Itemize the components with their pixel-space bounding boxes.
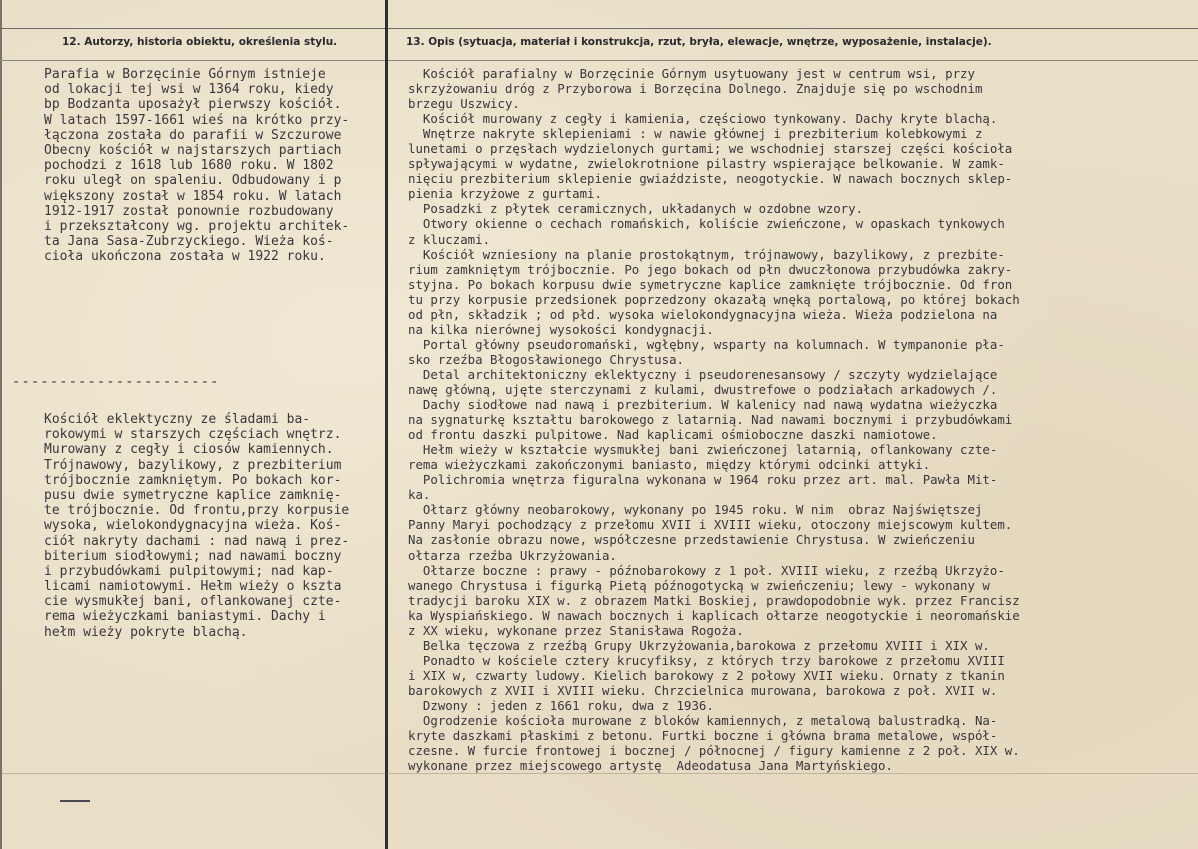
text-line: Dachy siodłowe nad nawą i prezbiterium. W kalenicy nad nawą wydatna wieżyczka bbox=[408, 397, 998, 413]
text-line: Wnętrze nakryte sklepieniami : w nawie głównej i prezbiterium kolebkowymi z bbox=[408, 126, 983, 142]
text-line: cioła ukończona została w 1922 roku. bbox=[44, 249, 326, 265]
text-line: ka. bbox=[408, 487, 431, 503]
text-line: W latach 1597-1661 wieś na krótko przy- bbox=[44, 112, 350, 128]
text-line: Kościół parafialny w Borzęcinie Górnym usytuowany jest w centrum wsi, przy bbox=[408, 66, 975, 81]
dashed-separator: ---------------------- bbox=[12, 374, 220, 390]
text-line: Kościół eklektyczny ze śladami ba- bbox=[44, 412, 311, 427]
text-line: Detal architektoniczny eklektyczny i pseudorenesansowy / szczyty wydzielające bbox=[408, 366, 998, 382]
text-line: Otwory okienne o cechach romańskich, koliście zwieńczone, w opaskach tynkowych bbox=[408, 216, 1005, 232]
text-line: i przekształcony wg. projektu architek- bbox=[44, 218, 350, 234]
text-line: pusu dwie symetryczne kaplice zamknię- bbox=[44, 487, 342, 503]
text-line: wysoka, wielokondygnacyjna wieża. Koś- bbox=[44, 518, 342, 534]
section-12-header: 12. Autorzy, historia obiektu, określenia stylu. bbox=[62, 36, 338, 48]
text-line: z kluczami. bbox=[408, 231, 491, 247]
text-line: brzegu Uszwicy. bbox=[408, 96, 520, 112]
text-line: ciół nakryty dachami : nad nawą i prez- bbox=[44, 533, 350, 549]
text-line: wykonane przez miejscowego artystę Adeodatusa Jana Martyńskiego. bbox=[408, 758, 893, 774]
column-divider bbox=[385, 0, 388, 849]
top-rule bbox=[0, 28, 1198, 29]
text-line: nawę główną, ujęte sterczynami z kulami, dwustrefowe o podziałach arkadowych /. bbox=[408, 381, 998, 397]
text-line: Ponadto w kościele cztery krucyfiksy, z których trzy barokowe z przełomu XVIII bbox=[408, 652, 1005, 668]
text-line: bp Bodzanta uposażył pierwszy kościół. bbox=[44, 97, 342, 113]
text-line: rema wieżyczkami baniastymi. Dachy i bbox=[44, 609, 326, 625]
text-line: i XIX w, czwarty ludowy. Kielich barokowy z 2 połowy XVII wieku. Ornaty z tkanin bbox=[408, 667, 1005, 683]
text-line: Hełm wieży w kształcie wysmukłej bani zwieńczonej latarnią, oflankowany czte- bbox=[408, 442, 998, 458]
text-line: spływającymi w wydatne, zwielokrotnione pilastry wspierające belkowanie. W zamk- bbox=[408, 156, 1005, 172]
description-text bbox=[408, 66, 1020, 773]
text-line: na sygnaturkę kształtu barokowego z latarnią. Nad nawami bocznymi i przybudówkami bbox=[408, 412, 1013, 428]
text-line: Ołtarz główny neobarokowy, wykonany po 1945 roku. W nim obraz Najświętszej bbox=[408, 502, 983, 518]
text-line: te trójbocznie. Od frontu,przy korpusie bbox=[44, 503, 350, 519]
text-line: Murowany z cegły i ciosów kamiennych. bbox=[44, 442, 334, 458]
text-line: Dzwony : jeden z 1661 roku, dwa z 1936. bbox=[408, 697, 714, 713]
text-line: 1912-1917 został ponownie rozbudowany bbox=[44, 203, 334, 219]
text-line: nięciu prezbiterium sklepienie gwiaździste, neogotyckie. W nawach bocznych sklep- bbox=[408, 171, 1013, 187]
text-line: Posadzki z płytek ceramicznych, układanych w ozdobne wzory. bbox=[408, 201, 864, 217]
text-line: Panny Maryi pochodzący z przełomu XVII i XVIII wieku, otoczony miejscowym kultem. bbox=[408, 517, 1013, 533]
text-line: od lokacji tej wsi w 1364 roku, kiedy bbox=[44, 82, 334, 98]
text-line: Na zasłonie obrazu nowe, współczesne przedstawienie Chrystusa. W zwieńczeniu bbox=[408, 532, 975, 548]
history-text bbox=[44, 67, 349, 264]
text-line: ta Jana Sasa-Zubrzyckiego. Wieża koś- bbox=[44, 234, 334, 250]
text-line: pochodzi z 1618 lub 1680 roku. W 1802 bbox=[44, 158, 334, 174]
text-line: ka Wyspiańskiego. W nawach bocznych i kaplicach ołtarze neogotyckie i neoromańskie bbox=[408, 607, 1020, 623]
text-line: rema wieżyczkami zakończonymi baniasto, między którymi odcinki attyki. bbox=[408, 457, 931, 473]
text-line: z XX wieku, wykonane przez Stanisława Rogoża. bbox=[408, 622, 744, 638]
text-line: hełm wieży pokryte blachą. bbox=[44, 624, 248, 640]
text-line: łączona została do parafii w Szczurowe bbox=[44, 127, 342, 143]
text-line: Trójnawowy, bazylikowy, z prezbiterium bbox=[44, 457, 342, 473]
text-line: Ogrodzenie kościoła murowane z bloków kamiennych, z metalową balustradką. Na- bbox=[408, 713, 998, 729]
text-line: lunetami o przęsłach wydzielonych gurtami; we wschodniej starszej części kościoła bbox=[408, 141, 1013, 157]
text-line: ołtarza rzeźba Ukrzyżowania. bbox=[408, 547, 617, 563]
text-line: cie wysmukłej bani, oflankowanej czte- bbox=[44, 594, 342, 610]
text-line: rium zamkniętym trójbocznie. Po jego bokach od płn dwuczłonowa przybudówka zakry- bbox=[408, 261, 1013, 277]
text-line: biterium siodłowymi; nad nawami boczny bbox=[44, 548, 342, 564]
section-13-header: 13. Opis (sytuacja, materiał i konstrukcja, rzut, bryła, elewacje, wnętrze, wyposażenie, instalacje). bbox=[406, 36, 992, 48]
header-rule bbox=[0, 60, 1198, 61]
text-line: licami namiotowymi. Hełm wieży o kszta bbox=[44, 579, 342, 595]
text-line: i przybudówkami pulpitowymi; nad kap- bbox=[44, 563, 334, 579]
text-line: kryte daszkami płaskimi z betonu. Furtki boczne i główna brama metalowe, współ- bbox=[408, 728, 998, 744]
text-line: pienia krzyżowe z gurtami. bbox=[408, 186, 602, 202]
text-line: od płn, składzik ; od płd. wysoka wielokondygnacyjna wieża. Wieża podzielona na bbox=[408, 306, 998, 322]
text-line: czesne. W furcie frontowej i bocznej / północnej / figury kamienne z 2 poł. XIX w. bbox=[408, 743, 1020, 759]
text-line: Kościół murowany z cegły i kamienia, częściowo tynkowany. Dachy kryte blachą. bbox=[408, 111, 998, 127]
text-line: rokowymi w starszych częściach wnętrz. bbox=[44, 427, 342, 443]
text-line: Belka tęczowa z rzeźbą Grupy Ukrzyżowania,barokowa z przełomu XVIII i XIX w. bbox=[408, 637, 990, 653]
text-line: Polichromia wnętrza figuralna wykonana w 1964 roku przez art. mal. Pawła Mit- bbox=[408, 472, 998, 488]
text-line: Kościół wzniesiony na planie prostokątnym, trójnawowy, bazylikowy, z prezbite- bbox=[408, 246, 1005, 262]
text-line: styjna. Po bokach korpusu dwie symetryczne kaplice zamknięte trójbocznie. Od fron bbox=[408, 276, 1013, 292]
text-line: skrzyżowaniu dróg z Przyborowa i Borzęcina Dolnego. Znajduje się po wschodnim bbox=[408, 81, 983, 97]
text-line: większony został w 1854 roku. W latach bbox=[44, 188, 342, 204]
text-line: trójbocznie zamkniętym. Po bokach kor- bbox=[44, 472, 342, 488]
text-line: na kilka nierównej wysokości kondygnacji. bbox=[408, 321, 714, 337]
text-line: Portal główny pseudoromański, wgłębny, wsparty na kolumnach. W tympanonie pła- bbox=[408, 336, 1005, 352]
text-line: Obecny kościół w najstarszych partiach bbox=[44, 142, 342, 158]
text-line: tradycji baroku XIX w. z obrazem Matki Boskiej, prawdopodobnie wyk. przez Francisz bbox=[408, 592, 1020, 608]
bottom-tick-mark bbox=[60, 800, 90, 802]
text-line: Parafia w Borzęcinie Górnym istnieje bbox=[44, 67, 326, 82]
text-line: tu przy korpusie przedsionek poprzedzony okazałą wnęką portalową, po której bokach bbox=[408, 291, 1020, 307]
text-line: roku uległ on spaleniu. Odbudowany i p bbox=[44, 173, 342, 189]
text-line: sko rzeźba Błogosławionego Chrystusa. bbox=[408, 351, 685, 367]
text-line: Ołtarze boczne : prawy - późnobarokowy z 1 poł. XVIII wieku, z rzeźbą Ukrzyżo- bbox=[408, 562, 1005, 578]
style-summary-text bbox=[44, 412, 349, 640]
text-line: barokowych z XVII i XVIII wieku. Chrzcielnica murowana, barokowa z poł. XVII w. bbox=[408, 682, 998, 698]
text-line: wanego Chrystusa i figurką Pietą późnogotycką w zwieńczeniu; lewy - wykonany w bbox=[408, 577, 990, 593]
text-line: od frontu daszki pulpitowe. Nad kaplicami ośmioboczne daszki namiotowe. bbox=[408, 427, 938, 443]
left-edge bbox=[0, 0, 2, 849]
